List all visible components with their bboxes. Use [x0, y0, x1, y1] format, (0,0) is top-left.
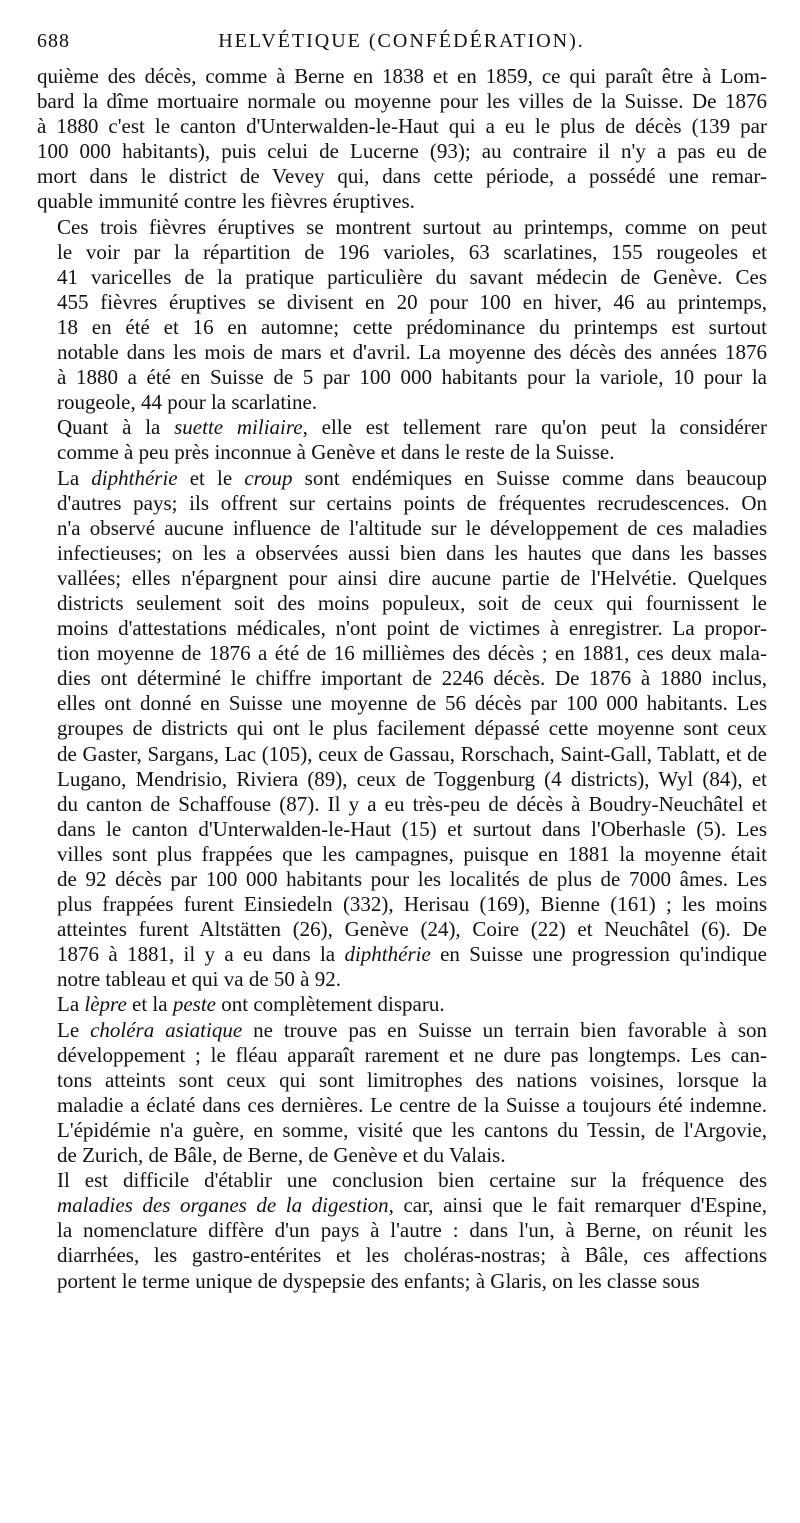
text-line: tons atteints sont ceux qui sont limitrophes des nations voisines, lorsque la: [57, 1067, 767, 1092]
italic-term: choléra asiatique: [90, 1017, 243, 1042]
text-line: groupes de districts qui ont le plus facilement dépassé cette moyenne sont ceux: [57, 716, 767, 741]
text-line: la nomenclature diffère d'un pays à l'autre : dans l'un, à Berne, on réunit les: [57, 1218, 767, 1243]
paragraph: [37, 1168, 767, 1293]
text-line: d'autres pays; ils offrent sur certains points de fréquentes recrudescences. On: [57, 490, 767, 515]
text-line: n'a observé aucune influence de l'altitude sur le développement de ces maladies: [57, 515, 767, 540]
text-line: mort dans le district de Vevey qui, dans cette période, a possédé une remar-: [37, 164, 767, 189]
text-line: infectieuses; on les a observées aussi bien dans les hautes que dans les basses: [57, 540, 767, 565]
text-line: La diphthérie et le croup sont endémiques en Suisse comme dans beaucoup: [57, 465, 768, 490]
text-line: 1876 à 1881, il y a eu dans la diphthérie en Suisse une progression qu'indique: [57, 942, 767, 967]
text-line: 100 000 habitants), puis celui de Lucerne (93); au contraire il n'y a pas eu de: [37, 139, 767, 164]
paragraph: [37, 1018, 767, 1169]
text-line: plus frappées furent Einsiedeln (332), Herisau (169), Bienne (161) ; les moins: [57, 892, 767, 917]
text-line: de Zurich, de Bâle, de Berne, de Genève et du Valais.: [57, 1143, 506, 1168]
text-line: Lugano, Mendrisio, Riviera (89), ceux de Toggenburg (4 districts), Wyl (84), et: [57, 766, 767, 791]
paragraph: [37, 415, 767, 465]
paragraph: [37, 466, 767, 993]
text-line: de 92 décès par 100 000 habitants pour les localités de plus de 7000 âmes. Les: [57, 867, 767, 891]
text-line: développement ; le fléau apparaît rarement et ne dure pas longtemps. Les can-: [57, 1042, 767, 1067]
text-line: L'épidémie n'a guère, en somme, visité que les cantons du Tessin, de l'Argovie,: [57, 1117, 767, 1142]
text-line: dans le canton d'Unterwalden-le-Haut (15) et surtout dans l'Oberhasle (5). Les: [57, 816, 767, 841]
text-line: moins d'attestations médicales, n'ont point de victimes à enregistrer. La propor-: [57, 616, 767, 641]
text-line: notre tableau et qui va de 50 à 92.: [57, 967, 341, 992]
text-line: dies ont déterminé le chiffre important de 2246 décès. De 1876 à 1880 inclus,: [57, 666, 767, 691]
text-line: de Gaster, Sargans, Lac (105), ceux de Gassau, Rorschach, Saint-Gall, Tablatt, et de: [57, 741, 767, 766]
text-line: villes sont plus frappées que les campagnes, puisque en 1881 la moyenne était: [57, 841, 767, 866]
italic-term: croup: [244, 465, 293, 490]
text-line: à 1880 c'est le canton d'Unterwalden-le-Haut qui a eu le plus de décès (139 par: [37, 114, 767, 139]
italic-term: diphthérie: [344, 942, 431, 967]
paragraph: [37, 64, 767, 215]
paragraph: [37, 992, 767, 1017]
italic-term: suette miliaire: [174, 415, 303, 440]
text-line: le voir par la répartition de 196 varioles, 63 scarlatines, 155 rougeoles et: [57, 239, 767, 264]
italic-term: lèpre: [84, 992, 127, 1017]
text-line: quable immunité contre les fièvres éruptives.: [37, 189, 415, 214]
page-number: 688: [37, 30, 70, 52]
text-line: du canton de Schaffouse (87). Il y a eu très-peu de décès à Boudry-Neuchâtel et: [57, 791, 767, 816]
italic-term: diphthérie: [91, 465, 178, 490]
text-line: Ces trois fièvres éruptives se montrent surtout au printemps, comme on peut: [57, 214, 767, 239]
text-line: rougeole, 44 pour la scarlatine.: [57, 390, 318, 415]
text-line: La lèpre et la peste ont complètement disparu.: [57, 992, 445, 1017]
running-title: HELVÉTIQUE (CONFÉDÉRATION).: [218, 30, 585, 52]
italic-term: peste: [172, 992, 216, 1017]
paragraph: [37, 215, 767, 416]
text-line: 455 fièvres éruptives se divisent en 20 pour 100 en hiver, 46 au printemps,: [57, 289, 767, 314]
page-header: [37, 30, 766, 56]
text-line: portent le terme unique de dyspepsie des enfants; à Glaris, on les classe sous: [57, 1268, 700, 1293]
text-line: quième des décès, comme à Berne en 1838 et en 1859, ce qui paraît être à Lom-: [37, 64, 767, 88]
text-line: atteintes furent Altstätten (26), Genève (24), Coire (22) et Neuchâtel (6). De: [57, 917, 767, 942]
text-line: elles ont donné en Suisse une moyenne de 56 décès par 100 000 habitants. Les: [57, 691, 767, 716]
text-line: Il est difficile d'établir une conclusion bien certaine sur la fréquence des: [57, 1168, 767, 1193]
text-line: Quant à la suette miliaire, elle est tellement rare qu'on peut la considérer: [57, 415, 768, 440]
text-line: tion moyenne de 1876 a été de 16 millièmes des décès ; en 1881, ces deux mala-: [57, 641, 767, 666]
text-line: comme à peu près inconnue à Genève et dans le reste de la Suisse.: [57, 440, 615, 465]
italic-term: maladies des organes de la digestion: [57, 1193, 389, 1218]
body-text: [37, 64, 767, 1294]
text-line: districts seulement soit des moins populeux, soit de ceux qui fournissent le: [57, 590, 767, 615]
text-line: à 1880 a été en Suisse de 5 par 100 000 habitants pour la variole, 10 pour la: [57, 365, 767, 390]
text-line: notable dans les mois de mars et d'avril. La moyenne des décès des années 1876: [57, 340, 767, 365]
text-line: Le choléra asiatique ne trouve pas en Suisse un terrain bien favorable à son: [57, 1017, 767, 1042]
text-line: maladies des organes de la digestion, car, ainsi que le fait remarquer d'Espine,: [57, 1193, 767, 1218]
text-line: 41 varicelles de la pratique particulière du savant médecin de Genève. Ces: [57, 264, 767, 289]
text-line: vallées; elles n'épargnent pour ainsi dire aucune partie de l'Helvétie. Quelques: [57, 565, 767, 590]
text-line: 18 en été et 16 en automne; cette prédominance du printemps est surtout: [57, 314, 767, 339]
text-line: maladie a éclaté dans ces dernières. Le centre de la Suisse a toujours été indemne.: [57, 1092, 767, 1117]
text-line: diarrhées, les gastro-entérites et les choléras-nostras; à Bâle, ces affections: [57, 1243, 767, 1268]
text-line: bard la dîme mortuaire normale ou moyenne pour les villes de la Suisse. De 1876: [37, 89, 767, 114]
